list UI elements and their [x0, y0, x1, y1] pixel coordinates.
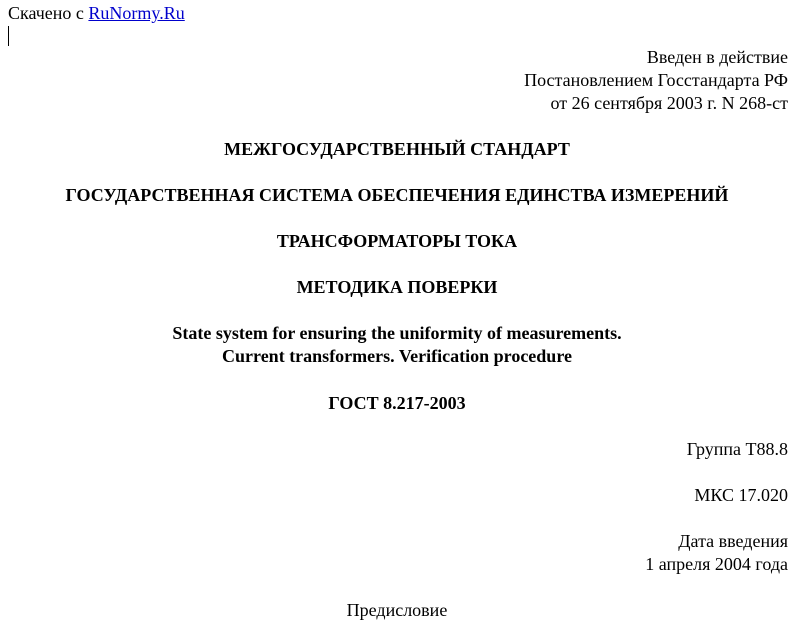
- standard-designation: ГОСТ 8.217-2003: [328, 393, 466, 413]
- runormy-link[interactable]: RuNormy.Ru: [88, 3, 185, 23]
- english-title-line-2: Current transformers. Verification procedure: [222, 346, 572, 366]
- enactment-line-2: Постановлением Госстандарта РФ: [524, 70, 788, 90]
- introduction-date-label: Дата введения: [678, 531, 788, 551]
- download-source-prefix: Скачено с: [8, 3, 89, 23]
- mks-code: МКС 17.020: [694, 485, 788, 505]
- enactment-line-3: от 26 сентября 2003 г. N 268-ст: [550, 93, 788, 113]
- download-source-line: [8, 2, 185, 25]
- introduction-date-value: 1 апреля 2004 года: [645, 554, 788, 574]
- subject-heading: ТРАНСФОРМАТОРЫ ТОКА: [276, 231, 518, 251]
- enactment-line-1: Введен в действие: [646, 47, 788, 67]
- standard-type-heading: МЕЖГОСУДАРСТВЕННЫЙ СТАНДАРТ: [224, 139, 570, 159]
- foreword-heading: Предисловие: [346, 600, 448, 620]
- text-cursor: [8, 26, 9, 46]
- group-code: Группа Т88.8: [686, 439, 788, 459]
- system-heading: ГОСУДАРСТВЕННАЯ СИСТЕМА ОБЕСПЕЧЕНИЯ ЕДИНСТВА ИЗМЕРЕНИЙ: [65, 185, 729, 205]
- method-heading: МЕТОДИКА ПОВЕРКИ: [296, 277, 498, 297]
- english-title-line-1: State system for ensuring the uniformity of measurements.: [172, 323, 622, 343]
